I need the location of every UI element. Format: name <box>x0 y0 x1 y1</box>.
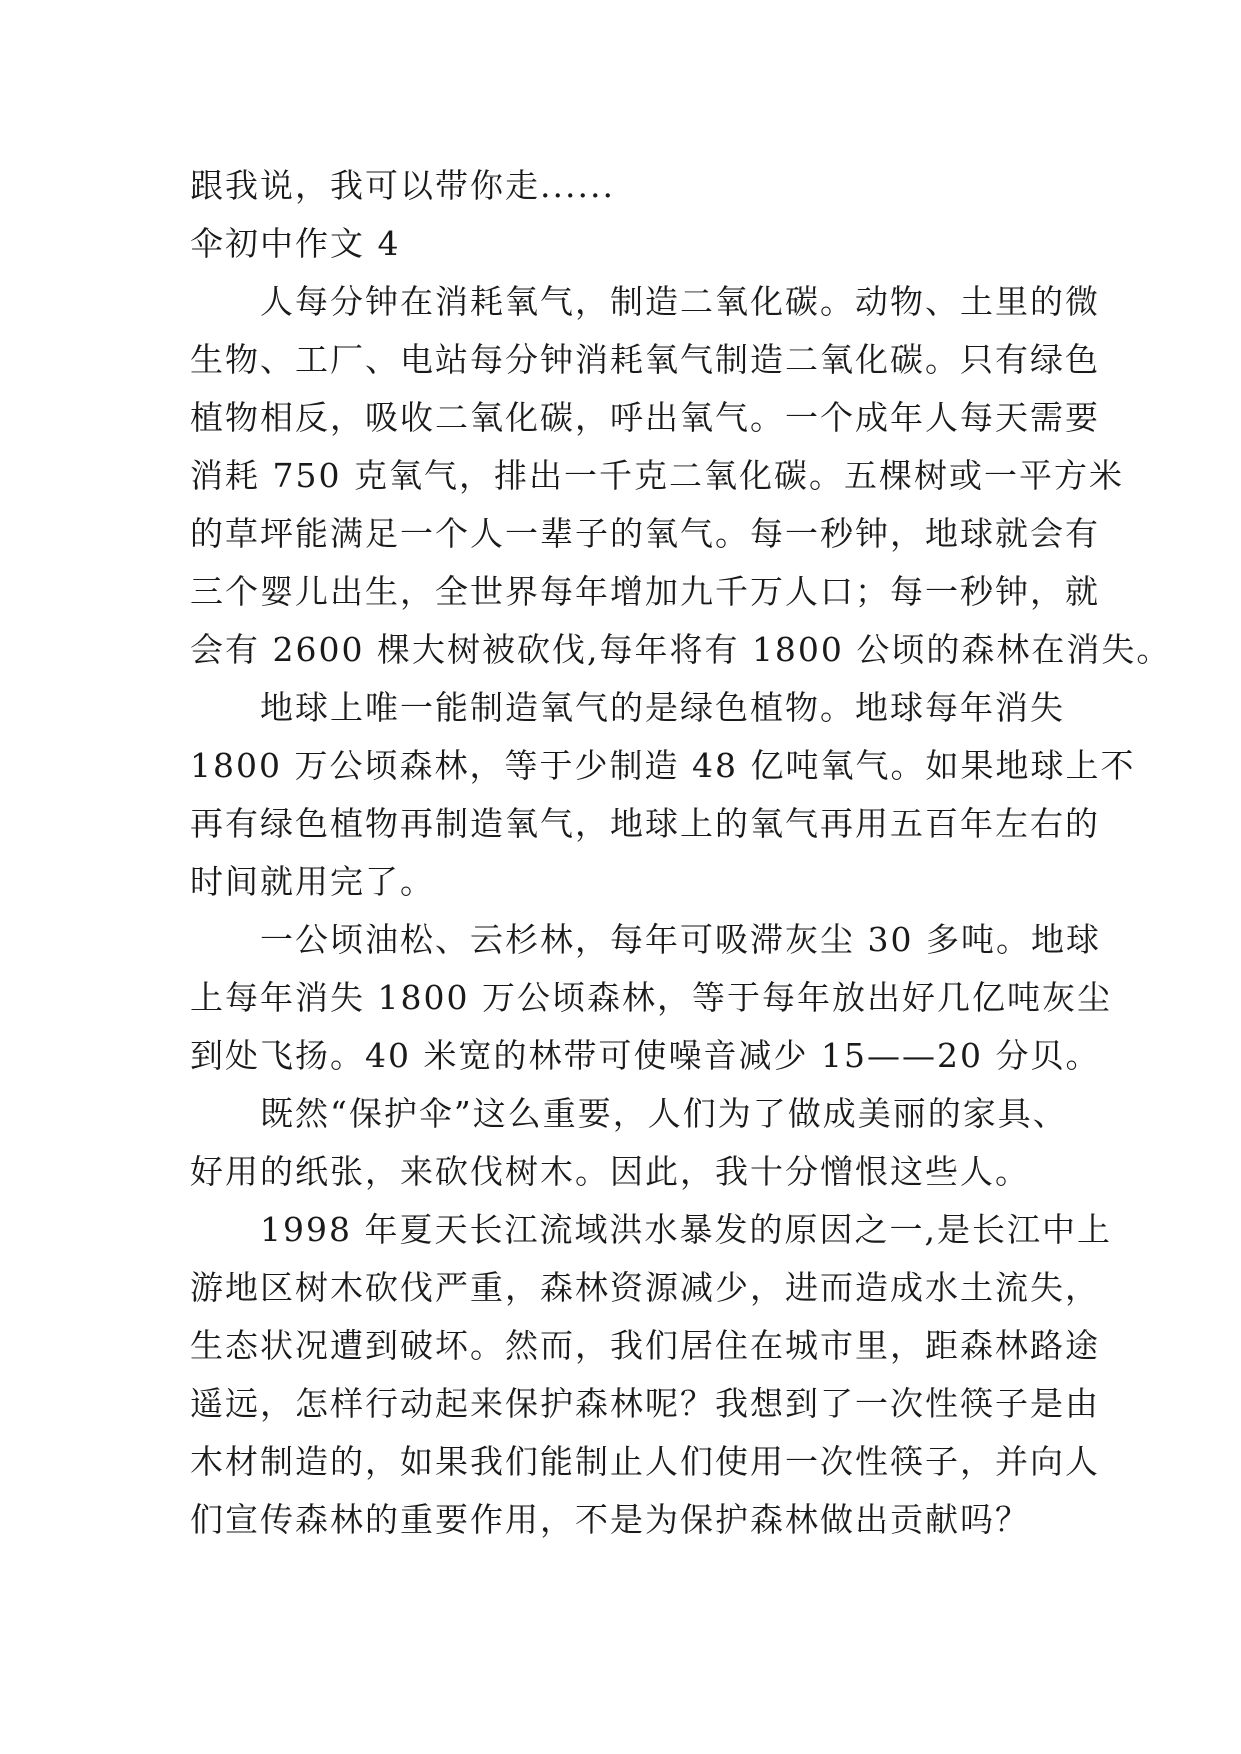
text-line: 游地区树木砍伐严重，森林资源减少，进而造成水土流失， <box>190 1268 1100 1307</box>
text-line: 生态状况遭到破坏。然而，我们居住在城市里，距森林路途 <box>190 1326 1100 1365</box>
text-line: 木材制造的，如果我们能制止人们使用一次性筷子，并向人 <box>190 1442 1100 1481</box>
text-line: 跟我说，我可以带你走...... <box>190 166 615 205</box>
text-line: 一公顷油松、云杉林，每年可吸滞灰尘 30 多吨。地球 <box>190 920 1101 959</box>
text-line: 们宣传森林的重要作用，不是为保护森林做出贡献吗？ <box>190 1500 1030 1539</box>
text-line: 好用的纸张，来砍伐树木。因此，我十分憎恨这些人。 <box>190 1152 1030 1191</box>
text-line: 上每年消失 1800 万公顷森林，等于每年放出好几亿吨灰尘 <box>190 978 1112 1017</box>
text-line: 的草坪能满足一个人一辈子的氧气。每一秒钟，地球就会有 <box>190 514 1100 553</box>
section-heading: 伞初中作文 4 <box>190 224 401 263</box>
text-line: 遥远，怎样行动起来保护森林呢？我想到了一次性筷子是由 <box>190 1384 1100 1423</box>
text-line: 消耗 750 克氧气，排出一千克二氧化碳。五棵树或一平方米 <box>190 456 1124 495</box>
text-line: 会有 2600 棵大树被砍伐,每年将有 1800 公顷的森林在消失。 <box>190 630 1172 669</box>
text-line: 1998 年夏天长江流域洪水暴发的原因之一,是长江中上 <box>190 1210 1112 1249</box>
text-line: 既然“保护伞”这么重要，人们为了做成美丽的家具、 <box>190 1094 1068 1133</box>
text-line: 再有绿色植物再制造氧气，地球上的氧气再用五百年左右的 <box>190 804 1100 843</box>
text-line: 生物、工厂、电站每分钟消耗氧气制造二氧化碳。只有绿色 <box>190 340 1100 379</box>
text-line: 到处飞扬。40 米宽的林带可使噪音减少 15——20 分贝。 <box>190 1036 1101 1075</box>
text-line: 时间就用完了。 <box>190 862 435 901</box>
text-line: 人每分钟在消耗氧气，制造二氧化碳。动物、土里的微 <box>190 282 1100 321</box>
text-line: 三个婴儿出生，全世界每年增加九千万人口；每一秒钟，就 <box>190 572 1100 611</box>
text-line: 地球上唯一能制造氧气的是绿色植物。地球每年消失 <box>190 688 1065 727</box>
text-line: 植物相反，吸收二氧化碳，呼出氧气。一个成年人每天需要 <box>190 398 1100 437</box>
text-line: 1800 万公顷森林，等于少制造 48 亿吨氧气。如果地球上不 <box>190 746 1136 785</box>
